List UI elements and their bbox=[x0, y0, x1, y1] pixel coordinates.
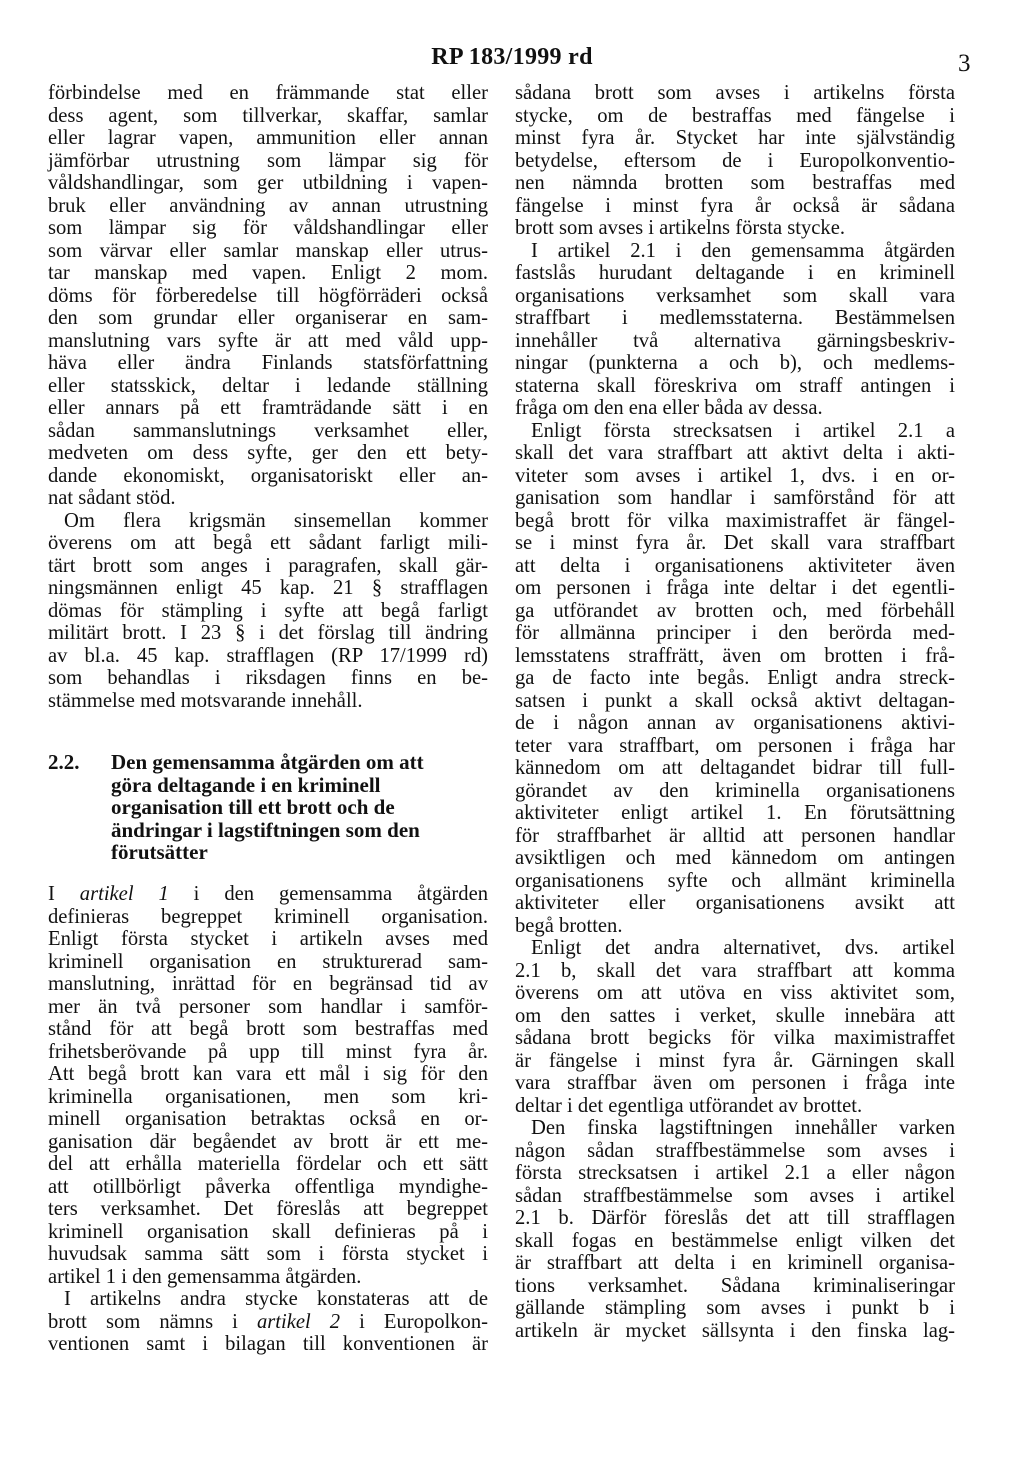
text-line: någon sådan straffbestämmelse som avses i bbox=[515, 1139, 955, 1162]
text-line: avsiktligen och med kännedom om antingen bbox=[515, 847, 955, 869]
text-line: Enligt första strecksatsen i artikel 2.1 a bbox=[531, 419, 955, 442]
text-line: organisationens syfte och allmänt kriminella bbox=[515, 869, 955, 892]
left-paragraph-1 bbox=[48, 82, 488, 510]
text-line: är straffbart att delta i en kriminell organisa- bbox=[515, 1252, 955, 1274]
text-line: Om flera krigsmän sinsemellan kommer bbox=[64, 509, 488, 532]
text-line: skall fogas en bestämmelse enligt vilken det bbox=[515, 1229, 955, 1252]
text-line: vara straffbar även om personen i fråga inte bbox=[515, 1072, 955, 1094]
text-line: om den sattes i verket, skulle innebära att bbox=[515, 1004, 955, 1027]
text-line: 2.1 b, skall det vara straffbart att komma bbox=[515, 959, 955, 982]
text-line: ventionen samt i bilagan till konventionen är bbox=[48, 1333, 488, 1355]
text-line: ganisation där begåendet av brott är ett me- bbox=[48, 1130, 488, 1153]
text-line: av bl.a. 45 kap. strafflagen (RP 17/1999 rd) bbox=[48, 644, 488, 667]
text-line: lemsstatens straffrätt, även om brotten i frå- bbox=[515, 644, 955, 667]
left-column-upper bbox=[48, 82, 488, 712]
text-line: dess agent, som tillverkar, skaffar, samlar bbox=[48, 104, 488, 127]
text-line: huvudsak samma sätt som i första stycket i bbox=[48, 1243, 488, 1265]
text-line: sådana brott begicks för vilka maximistraffet bbox=[515, 1027, 955, 1049]
text-line: aktiviteter enligt artikel 1. En förutsättning bbox=[515, 802, 955, 824]
text-line: brott som avses i artikelns första stycke. bbox=[515, 217, 846, 239]
text-line: är fängelse i minst fyra år. Gärningen skall bbox=[515, 1049, 955, 1072]
text-line: staterna skall föreskriva om straff antingen i bbox=[515, 374, 955, 397]
text-line: att delta i organisationens aktiviteter även bbox=[515, 554, 955, 577]
text-line: teter vara straffbart, om personen i fråga har bbox=[515, 734, 955, 757]
text-line: förbindelse med en främmande stat eller bbox=[48, 82, 488, 104]
left-paragraph-3 bbox=[48, 883, 488, 1288]
heading-line: organisation till ett brott och de bbox=[111, 795, 395, 819]
text-line: deltar i det egentliga utförandet av brottet. bbox=[515, 1094, 863, 1117]
text-line: skall det vara straffbart att aktivt delta i akti- bbox=[515, 442, 955, 464]
text-line: 2.1 b. Därför föreslås det att till strafflagen bbox=[515, 1207, 955, 1229]
text-line: våldshandlingar, som ger utbildning i vapen- bbox=[48, 172, 488, 194]
text-line: manslutning vars syfte är att med våld upp- bbox=[48, 329, 488, 352]
text-line: I artikel 2.1 i den gemensamma åtgärden bbox=[531, 239, 955, 262]
text-line: ganisation som handlar i samförstånd för att bbox=[515, 487, 955, 509]
text-line: kriminell organisation skall definieras på i bbox=[48, 1220, 488, 1243]
right-column bbox=[515, 82, 955, 1342]
text-line: fastslås hurudant deltagande i en kriminell bbox=[515, 262, 955, 284]
text-line: ga de facto inte begås. Enligt andra streck- bbox=[515, 667, 955, 689]
heading-line: Den gemensamma åtgärden om att bbox=[111, 750, 424, 774]
text-line: första strecksatsen i artikel 2.1 a eller någon bbox=[515, 1162, 955, 1184]
text-line: kriminella organisationen, men som kri- bbox=[48, 1085, 488, 1108]
text-line: begå brott för vilka maximistraffet är fängel- bbox=[515, 509, 955, 532]
text-line: minell organisation betraktas också en or- bbox=[48, 1108, 488, 1130]
text-line: manslutning, inrättad för en begränsad tid av bbox=[48, 973, 488, 995]
text-line: stämmelse med motsvarande innehåll. bbox=[48, 689, 363, 712]
text-line: artikeln är mycket sällsynta i den finska lag- bbox=[515, 1319, 955, 1342]
text-line: Att begå brott kan vara ett mål i sig för den bbox=[48, 1063, 488, 1085]
text-line: som värvar eller samlar manskap eller utrus- bbox=[48, 239, 488, 262]
text-line: militärt brott. I 23 § i det förslag till ändring bbox=[48, 622, 488, 644]
text-line: sådan straffbestämmelse som avses i artikel bbox=[515, 1184, 955, 1207]
text-line: att otillbörligt påverka offentliga myndighe- bbox=[48, 1175, 488, 1198]
section-heading-text bbox=[111, 751, 491, 864]
text-line: stånd för att begå brott som bestraffas med bbox=[48, 1018, 488, 1040]
heading-line: förutsätter bbox=[111, 840, 208, 864]
text-line: I artikel 1 i den gemensamma åtgärden bbox=[48, 883, 489, 905]
text-line: Enligt det andra alternativet, dvs. artikel bbox=[531, 937, 955, 959]
text-line: tärt brott som anges i paragrafen, skall gär- bbox=[48, 554, 488, 577]
left-paragraph-2 bbox=[48, 510, 488, 713]
text-line: den som grundar eller organiserar en sam- bbox=[48, 307, 488, 329]
right-paragraph-1 bbox=[515, 82, 955, 240]
text-line: aktiviteter eller organisationens avsikt att bbox=[515, 892, 955, 914]
text-line: eller annars på ett framträdande sätt i en bbox=[48, 397, 488, 419]
text-line: I artikelns andra stycke konstateras att de bbox=[64, 1288, 488, 1310]
text-line: innehåller två alternativa gärningsbeskriv- bbox=[515, 329, 955, 352]
left-paragraph-4 bbox=[48, 1288, 488, 1356]
text-line: medveten om dess syfte, ger den ett bety- bbox=[48, 442, 488, 464]
heading-line: göra deltagande i en kriminell bbox=[111, 772, 381, 797]
text-line: som behandlas i riksdagen finns en be- bbox=[48, 667, 488, 689]
right-paragraph-3 bbox=[515, 420, 955, 938]
right-paragraph-4 bbox=[515, 937, 955, 1117]
text-line: nat sådant stöd. bbox=[48, 487, 176, 509]
text-line: kriminell organisation en strukturerad sam- bbox=[48, 950, 488, 973]
text-line: för straffbarhet är alltid att personen handlar bbox=[515, 824, 955, 847]
text-line: för allmänna principer i den berörda med- bbox=[515, 622, 955, 644]
text-line: görandet av den kriminella organisationens bbox=[515, 779, 955, 802]
text-line: jämförbar utrustning som lämpar sig för bbox=[48, 149, 488, 172]
text-line: ningsmännen enligt 45 kap. 21 § strafflagen bbox=[48, 577, 488, 599]
text-line: mer än två personer som handlar i samför- bbox=[48, 995, 488, 1018]
text-line: Enligt första stycket i artikeln avses med bbox=[48, 928, 488, 950]
text-line: fängelse i minst fyra år också är sådana bbox=[515, 194, 955, 217]
running-title: RP 183/1999 rd bbox=[431, 44, 593, 70]
text-line: del att erhålla materiella fördelar och ett sätt bbox=[48, 1153, 488, 1175]
text-line: häva eller ändra Finlands statsförfattning bbox=[48, 352, 488, 374]
text-line: sådana brott som avses i artikelns första bbox=[515, 82, 955, 104]
text-line: eller statsskick, deltar i ledande ställning bbox=[48, 374, 488, 397]
text-line: eller lagrar vapen, ammunition eller annan bbox=[48, 127, 488, 149]
text-line: artikel 1 i den gemensamma åtgärden. bbox=[48, 1265, 362, 1288]
text-line: ga utförandet av brotten och, med förbehåll bbox=[515, 599, 955, 622]
left-column-lower bbox=[48, 883, 488, 1356]
text-line: brott som nämns i artikel 2 i Europolkon- bbox=[48, 1310, 489, 1333]
text-line: de i någon annan av organisationens aktivi- bbox=[515, 712, 955, 734]
text-line: om personen i fråga inte deltar i det egentli- bbox=[515, 577, 955, 599]
text-line: bruk eller användning av annan utrustning bbox=[48, 194, 488, 217]
text-line: betydelse, eftersom de i Europolkonventio- bbox=[515, 149, 955, 172]
right-paragraph-2 bbox=[515, 240, 955, 420]
text-line: dömas för stämpling i syfte att begå farligt bbox=[48, 599, 488, 622]
text-line: som lämpar sig för våldshandlingar eller bbox=[48, 217, 488, 239]
text-line: satsen i punkt a skall också aktivt deltagan- bbox=[515, 689, 955, 712]
text-line: nen nämnda brotten som bestraffas med bbox=[515, 172, 955, 194]
text-line: se i minst fyra år. Det skall vara straffbart bbox=[515, 532, 955, 554]
text-line: frihetsberövande på upp till minst fyra år. bbox=[48, 1040, 488, 1063]
text-line: tar manskap med vapen. Enligt 2 mom. bbox=[48, 262, 488, 284]
text-line: kännedom om att deltagandet bidrar till full- bbox=[515, 757, 955, 779]
text-line: överens om att begå ett sådant farligt mili- bbox=[48, 532, 488, 554]
page-number: 3 bbox=[958, 50, 971, 77]
section-number: 2.2. bbox=[48, 750, 80, 774]
text-line: stycke, om de bestraffas med fängelse i bbox=[515, 104, 955, 127]
text-line: begå brotten. bbox=[515, 914, 623, 937]
text-line: överens om att utöva en viss aktivitet som, bbox=[515, 982, 955, 1004]
text-line: organisations verksamhet som skall vara bbox=[515, 284, 955, 307]
text-line: straffbart i medlemsstaterna. Bestämmelsen bbox=[515, 307, 955, 329]
heading-line: ändringar i lagstiftningen som den bbox=[111, 817, 420, 842]
text-line: tions verksamhet. Sådana kriminaliseringar bbox=[515, 1274, 955, 1297]
right-paragraph-5 bbox=[515, 1117, 955, 1342]
text-line: gällande stämpling som avses i punkt b i bbox=[515, 1297, 955, 1319]
text-line: döms för förberedelse till högförräderi också bbox=[48, 284, 488, 307]
text-line: minst fyra år. Stycket har inte självständig bbox=[515, 127, 955, 149]
text-line: dande ekonomiskt, organisatoriskt eller an- bbox=[48, 464, 488, 487]
text-line: fråga om den ena eller båda av dessa. bbox=[515, 397, 823, 419]
text-line: ningar (punkterna a och b), och medlems- bbox=[515, 352, 955, 374]
text-line: ters verksamhet. Det föreslås att begreppet bbox=[48, 1198, 488, 1220]
text-line: sådan sammanslutnings verksamhet eller, bbox=[48, 419, 488, 442]
text-line: Den finska lagstiftningen innehåller varken bbox=[531, 1117, 955, 1139]
text-line: definieras begreppet kriminell organisation. bbox=[48, 905, 488, 928]
text-line: viteter som avses i artikel 1, dvs. i en or- bbox=[515, 464, 955, 487]
